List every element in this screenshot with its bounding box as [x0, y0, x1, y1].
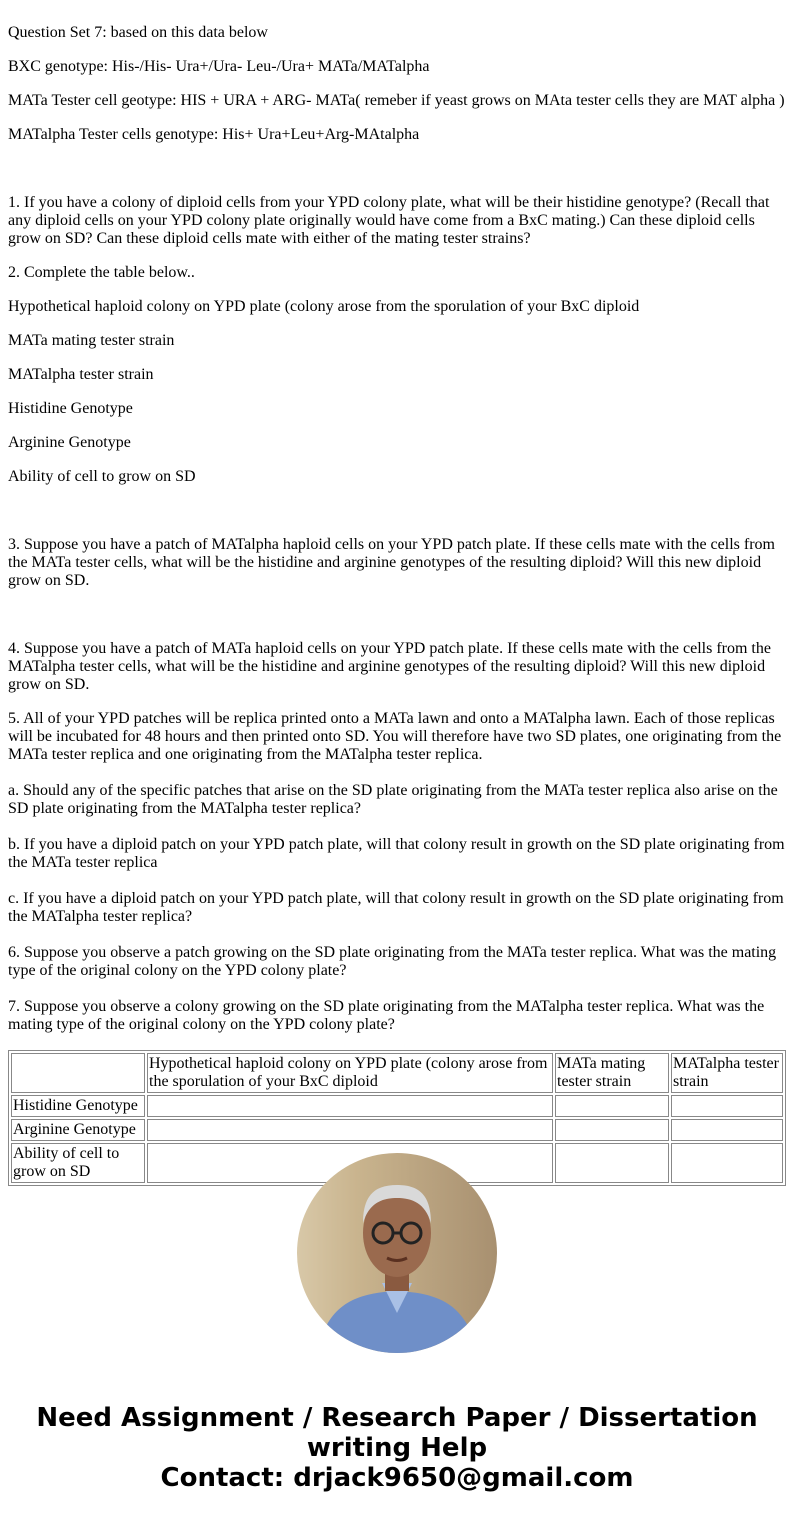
footer-banner — [0, 1403, 794, 1493]
row-label: Histidine Genotype — [11, 1095, 145, 1117]
q2-item: Ability of cell to grow on SD — [8, 468, 196, 485]
q7-text: 7. Suppose you observe a colony growing on the SD plate originating from the MATalpha tester replica. What was the mating type of the original colony on the YPD colony plate? — [8, 998, 765, 1033]
person-portrait-icon — [297, 1153, 497, 1353]
footer-line-1: Need Assignment / Research Paper / Dissertation writing Help — [36, 1403, 758, 1463]
question-4: 4. Suppose you have a patch of MATa haploid cells on your YPD patch plate. If these cells mate with the cells from the MATalpha tester cells, what will be the histidine and arginine genotypes of the resulting diploid? Will this new diploid grow on SD. — [8, 640, 771, 693]
table-header-cell: MATalpha tester strain — [671, 1053, 783, 1093]
q2-item: MATa mating tester strain — [8, 332, 175, 349]
q5b-text: b. If you have a diploid patch on your YPD patch plate, will that colony result in growth on the SD plate originating from the MATa tester replica — [8, 836, 785, 871]
author-photo — [297, 1153, 497, 1353]
q2-item: Arginine Genotype — [8, 434, 131, 451]
table-header-cell — [11, 1053, 145, 1093]
table-header-cell: Hypothetical haploid colony on YPD plate (colony arose from the sporulation of your BxC diploid — [147, 1053, 553, 1093]
question-1: 1. If you have a colony of diploid cells from your YPD colony plate, what will be their histidine genotype? (Recall that any diploid cells on your YPD colony plate originally would have come from a BxC mating.) Can these diploid cells grow on SD? Can these diploid cells mate with either of the mating tester strains? — [8, 194, 770, 247]
q5c-text: c. If you have a diploid patch on your YPD patch plate, will that colony result in growth on the SD plate originating from the MATalpha tester replica? — [8, 890, 784, 925]
q2-item: Hypothetical haploid colony on YPD plate (colony arose from the sporulation of your BxC diploid — [8, 298, 640, 315]
table-header-cell: MATa mating tester strain — [555, 1053, 669, 1093]
question-2: 2. Complete the table below.. — [8, 264, 195, 281]
q2-item: MATalpha tester strain — [8, 366, 154, 383]
intro-title: Question Set 7: based on this data below — [8, 24, 268, 41]
footer-contact: Contact: drjack9650@gmail.com — [160, 1463, 634, 1493]
table-header-row — [11, 1053, 783, 1093]
bxc-genotype: BXC genotype: His-/His- Ura+/Ura- Leu-/Ura+ MATa/MATalpha — [8, 58, 430, 75]
question-3: 3. Suppose you have a patch of MATalpha haploid cells on your YPD patch plate. If these cells mate with the cells from the MATa tester cells, what will be the histidine and arginine genotypes of the resulting diploid? Will this new diploid grow on SD. — [8, 536, 775, 589]
row-label: Arginine Genotype — [11, 1119, 145, 1141]
q5a-text: a. Should any of the specific patches that arise on the SD plate originating from the MATa tester replica also arise on the SD plate originating from the MATalpha tester replica? — [8, 782, 778, 817]
q5-text: 5. All of your YPD patches will be replica printed onto a MATa lawn and onto a MATalpha lawn. Each of those replicas will be incubated for 48 hours and then printed onto SD. You will therefore have two SD plates, one originating from the MATa tester replica and one originating from the MATalpha tester replica. — [8, 710, 782, 763]
q6-text: 6. Suppose you observe a patch growing on the SD plate originating from the MATa tester replica. What was the mating type of the original colony on the YPD colony plate? — [8, 944, 777, 979]
row-label: Ability of cell to grow on SD — [11, 1143, 145, 1183]
mata-tester-genotype: MATa Tester cell geotype: HIS + URA + ARG- MATa( remeber if yeast grows on MAta tester cells they are MAT alpha ) — [8, 92, 785, 109]
matalpha-tester-genotype: MATalpha Tester cells genotype: His+ Ura+Leu+Arg-MAtalpha — [8, 126, 420, 143]
table-row — [11, 1095, 783, 1117]
q2-item: Histidine Genotype — [8, 400, 133, 417]
question-5 — [8, 710, 786, 1034]
table-row — [11, 1119, 783, 1141]
